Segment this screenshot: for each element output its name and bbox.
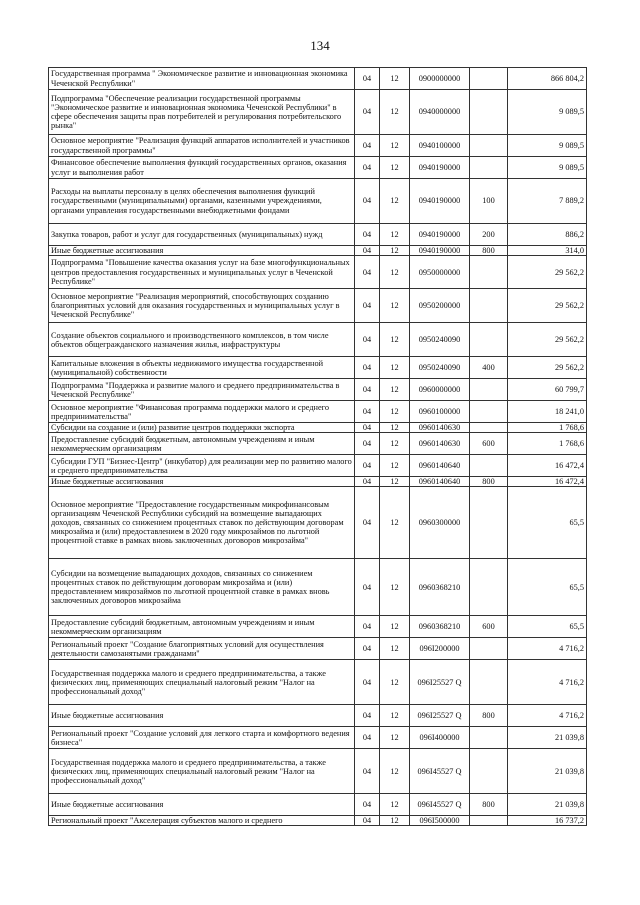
table-row	[49, 90, 587, 135]
row-name: Региональный проект "Акселерация субъектов малого и среднего	[49, 816, 355, 826]
row-name: Подпрограмма "Повышение качества оказания услуг на базе многофункциональных центров предоставления государственных и муниципальных услуг в Чеченской Республике"	[49, 256, 355, 289]
row-amount: 29 562,2	[508, 289, 587, 323]
row-target-article: 0960140630	[410, 433, 470, 455]
row-section: 04	[355, 816, 380, 826]
row-expense-type	[470, 423, 508, 433]
row-target-article: 0940000000	[410, 90, 470, 135]
table-row	[49, 135, 587, 157]
table-row	[49, 660, 587, 705]
row-expense-type: 800	[470, 246, 508, 256]
row-name: Государственная программа " Экономическое развитие и инновационная экономика Чеченской Республики"	[49, 68, 355, 90]
row-expense-type	[470, 135, 508, 157]
row-amount: 7 889,2	[508, 179, 587, 224]
table-row	[49, 794, 587, 816]
row-name: Субсидии на возмещение выпадающих доходов, связанных со снижением процентных ставок по действующим договорам микрозайма и (или) предоставлением микрозаймов по льготной процентной ставке в рамках вновь заключенных договоров микрозайма	[49, 559, 355, 616]
row-expense-type	[470, 455, 508, 477]
row-amount: 1 768,6	[508, 433, 587, 455]
row-expense-type: 100	[470, 179, 508, 224]
row-name: Государственная поддержка малого и среднего предпринимательства, а также физических лиц, применяющих специальный налоговый режим "Налог на профессиональный доход"	[49, 749, 355, 794]
row-name: Иные бюджетные ассигнования	[49, 477, 355, 487]
row-subsection: 12	[380, 638, 410, 660]
table-row	[49, 455, 587, 477]
row-amount: 29 562,2	[508, 357, 587, 379]
row-name: Основное мероприятие "Реализация мероприятий, способствующих созданию благоприятных условий для оказания государственных и муниципальных услуг в Чеченской Республике"	[49, 289, 355, 323]
row-target-article: 0940100000	[410, 135, 470, 157]
row-target-article: 0950240090	[410, 323, 470, 357]
row-name: Основное мероприятие "Реализация функций аппаратов исполнителей и участников государственной программы"	[49, 135, 355, 157]
row-name: Предоставление субсидий бюджетным, автономным учреждениям и иным некоммерческим организациям	[49, 616, 355, 638]
row-name: Создание объектов социального и производственного комплексов, в том числе объектов общегражданского назначения жилья, инфраструктуры	[49, 323, 355, 357]
row-target-article: 096I25527 Q	[410, 660, 470, 705]
row-section: 04	[355, 179, 380, 224]
row-subsection: 12	[380, 401, 410, 423]
row-amount: 16 472,4	[508, 455, 587, 477]
row-amount: 4 716,2	[508, 638, 587, 660]
row-amount: 9 089,5	[508, 90, 587, 135]
row-section: 04	[355, 660, 380, 705]
row-name: Иные бюджетные ассигнования	[49, 246, 355, 256]
row-expense-type	[470, 90, 508, 135]
row-name: Субсидии ГУП "Бизнес-Центр" (инкубатор) для реализации мер по развитию малого и среднего предпринимательства	[49, 455, 355, 477]
row-target-article: 0950200000	[410, 289, 470, 323]
row-expense-type	[470, 638, 508, 660]
row-amount: 65,5	[508, 487, 587, 559]
row-section: 04	[355, 727, 380, 749]
row-subsection: 12	[380, 727, 410, 749]
budget-table-body	[49, 68, 587, 826]
table-row	[49, 816, 587, 826]
budget-table	[48, 67, 587, 826]
row-target-article: 0940190000	[410, 246, 470, 256]
row-expense-type	[470, 323, 508, 357]
row-target-article: 0940190000	[410, 157, 470, 179]
row-section: 04	[355, 157, 380, 179]
row-name: Предоставление субсидий бюджетным, автономным учреждениям и иным некоммерческим организациям	[49, 433, 355, 455]
row-section: 04	[355, 477, 380, 487]
row-amount: 4 716,2	[508, 705, 587, 727]
row-section: 04	[355, 401, 380, 423]
row-section: 04	[355, 423, 380, 433]
row-name: Субсидии на создание и (или) развитие центров поддержки экспорта	[49, 423, 355, 433]
table-row	[49, 224, 587, 246]
row-expense-type: 800	[470, 794, 508, 816]
row-section: 04	[355, 289, 380, 323]
row-subsection: 12	[380, 179, 410, 224]
row-name: Основное мероприятие "Предоставление государственным микрофинансовым организациям Чеченской Республики субсидий на возмещение выпадающих доходов, связанных со снижением процентных ставок по действующим договорам микрозайма и (или) предоставлением в 2020 году микрозаймов по льготной процентной ставке в рамках вновь заключенных договоров микрозайма"	[49, 487, 355, 559]
row-subsection: 12	[380, 323, 410, 357]
row-expense-type: 800	[470, 477, 508, 487]
row-target-article: 0940190000	[410, 224, 470, 246]
row-subsection: 12	[380, 289, 410, 323]
row-name: Региональный проект "Создание условий для легкого старта и комфортного ведения бизнеса"	[49, 727, 355, 749]
row-subsection: 12	[380, 487, 410, 559]
row-subsection: 12	[380, 559, 410, 616]
row-section: 04	[355, 379, 380, 401]
row-name: Государственная поддержка малого и среднего предпринимательства, а также физических лиц, применяющих специальный налоговый режим "Налог на профессиональный доход"	[49, 660, 355, 705]
row-amount: 29 562,2	[508, 256, 587, 289]
row-subsection: 12	[380, 705, 410, 727]
row-target-article: 0960140640	[410, 455, 470, 477]
table-row	[49, 401, 587, 423]
table-row	[49, 246, 587, 256]
row-section: 04	[355, 433, 380, 455]
table-row	[49, 157, 587, 179]
row-section: 04	[355, 135, 380, 157]
row-section: 04	[355, 794, 380, 816]
row-amount: 314,0	[508, 246, 587, 256]
row-expense-type	[470, 816, 508, 826]
row-target-article: 0960100000	[410, 401, 470, 423]
row-target-article: 0960300000	[410, 487, 470, 559]
row-section: 04	[355, 559, 380, 616]
row-target-article: 096I400000	[410, 727, 470, 749]
row-target-article: 0940190000	[410, 179, 470, 224]
table-row	[49, 323, 587, 357]
table-row	[49, 487, 587, 559]
row-amount: 21 039,8	[508, 794, 587, 816]
row-expense-type	[470, 727, 508, 749]
row-amount: 21 039,8	[508, 749, 587, 794]
row-subsection: 12	[380, 433, 410, 455]
row-expense-type: 200	[470, 224, 508, 246]
row-subsection: 12	[380, 68, 410, 90]
table-row	[49, 727, 587, 749]
row-subsection: 12	[380, 749, 410, 794]
row-subsection: 12	[380, 816, 410, 826]
row-target-article: 096I25527 Q	[410, 705, 470, 727]
row-subsection: 12	[380, 256, 410, 289]
row-expense-type	[470, 379, 508, 401]
row-subsection: 12	[380, 157, 410, 179]
row-target-article: 0960368210	[410, 559, 470, 616]
row-name: Основное мероприятие "Финансовая программа поддержки малого и среднего предпринимательства"	[49, 401, 355, 423]
row-expense-type	[470, 401, 508, 423]
row-target-article: 0950000000	[410, 256, 470, 289]
row-expense-type: 600	[470, 616, 508, 638]
row-amount: 21 039,8	[508, 727, 587, 749]
row-subsection: 12	[380, 660, 410, 705]
row-subsection: 12	[380, 90, 410, 135]
row-name: Иные бюджетные ассигнования	[49, 705, 355, 727]
row-expense-type	[470, 256, 508, 289]
table-row	[49, 423, 587, 433]
row-target-article: 0960000000	[410, 379, 470, 401]
row-amount: 29 562,2	[508, 323, 587, 357]
row-amount: 9 089,5	[508, 157, 587, 179]
row-section: 04	[355, 323, 380, 357]
row-name: Иные бюджетные ассигнования	[49, 794, 355, 816]
page-number: 134	[310, 38, 330, 53]
row-section: 04	[355, 616, 380, 638]
row-target-article: 0960140630	[410, 423, 470, 433]
table-row	[49, 179, 587, 224]
table-row	[49, 256, 587, 289]
row-name: Финансовое обеспечение выполнения функций государственных органов, оказания услуг и выполнения работ	[49, 157, 355, 179]
row-subsection: 12	[380, 379, 410, 401]
row-subsection: 12	[380, 455, 410, 477]
row-section: 04	[355, 749, 380, 794]
row-target-article: 096I500000	[410, 816, 470, 826]
row-expense-type	[470, 157, 508, 179]
row-expense-type: 400	[470, 357, 508, 379]
table-row	[49, 433, 587, 455]
row-section: 04	[355, 455, 380, 477]
table-row	[49, 68, 587, 90]
row-amount: 65,5	[508, 559, 587, 616]
row-amount: 886,2	[508, 224, 587, 246]
row-amount: 4 716,2	[508, 660, 587, 705]
row-name: Расходы на выплаты персоналу в целях обеспечения выполнения функций государственными (муниципальными) органами, казенными учреждениями, органами управления государственными внебюджетными фондами	[49, 179, 355, 224]
table-row	[49, 705, 587, 727]
row-expense-type	[470, 660, 508, 705]
row-target-article: 0900000000	[410, 68, 470, 90]
row-section: 04	[355, 357, 380, 379]
table-row	[49, 749, 587, 794]
row-expense-type	[470, 289, 508, 323]
row-section: 04	[355, 246, 380, 256]
row-target-article: 0960140640	[410, 477, 470, 487]
row-expense-type	[470, 749, 508, 794]
row-amount: 60 799,7	[508, 379, 587, 401]
row-amount: 16 737,2	[508, 816, 587, 826]
row-amount: 18 241,0	[508, 401, 587, 423]
row-section: 04	[355, 487, 380, 559]
row-amount: 1 768,6	[508, 423, 587, 433]
row-expense-type	[470, 487, 508, 559]
table-row	[49, 616, 587, 638]
row-section: 04	[355, 256, 380, 289]
table-row	[49, 477, 587, 487]
row-section: 04	[355, 224, 380, 246]
row-amount: 866 804,2	[508, 68, 587, 90]
row-target-article: 096I45527 Q	[410, 794, 470, 816]
row-target-article: 0960368210	[410, 616, 470, 638]
row-subsection: 12	[380, 246, 410, 256]
row-expense-type	[470, 68, 508, 90]
row-expense-type: 800	[470, 705, 508, 727]
row-subsection: 12	[380, 423, 410, 433]
row-target-article: 0950240090	[410, 357, 470, 379]
row-amount: 16 472,4	[508, 477, 587, 487]
row-target-article: 096I45527 Q	[410, 749, 470, 794]
table-row	[49, 638, 587, 660]
row-subsection: 12	[380, 224, 410, 246]
row-name: Подпрограмма "Поддержка и развитие малого и среднего предпринимательства в Чеченской Республике"	[49, 379, 355, 401]
row-amount: 9 089,5	[508, 135, 587, 157]
table-row	[49, 289, 587, 323]
row-target-article: 096I200000	[410, 638, 470, 660]
row-name: Подпрограмма "Обеспечение реализации государственной программы "Экономическое развитие и инновационная экономика Чеченской Республики" в сфере обеспечения защиты прав потребителей и регулирования потребительского рынка"	[49, 90, 355, 135]
row-section: 04	[355, 90, 380, 135]
row-expense-type: 600	[470, 433, 508, 455]
row-name: Капитальные вложения в объекты недвижимого имущества государственной (муниципальной) собственности	[49, 357, 355, 379]
row-name: Региональный проект "Создание благоприятных условий для осуществления деятельности самозанятыми гражданами"	[49, 638, 355, 660]
row-subsection: 12	[380, 794, 410, 816]
row-section: 04	[355, 638, 380, 660]
row-subsection: 12	[380, 477, 410, 487]
row-subsection: 12	[380, 616, 410, 638]
table-row	[49, 357, 587, 379]
table-row	[49, 379, 587, 401]
row-section: 04	[355, 68, 380, 90]
row-amount: 65,5	[508, 616, 587, 638]
table-row	[49, 559, 587, 616]
row-section: 04	[355, 705, 380, 727]
row-subsection: 12	[380, 135, 410, 157]
row-subsection: 12	[380, 357, 410, 379]
row-name: Закупка товаров, работ и услуг для государственных (муниципальных) нужд	[49, 224, 355, 246]
row-expense-type	[470, 559, 508, 616]
